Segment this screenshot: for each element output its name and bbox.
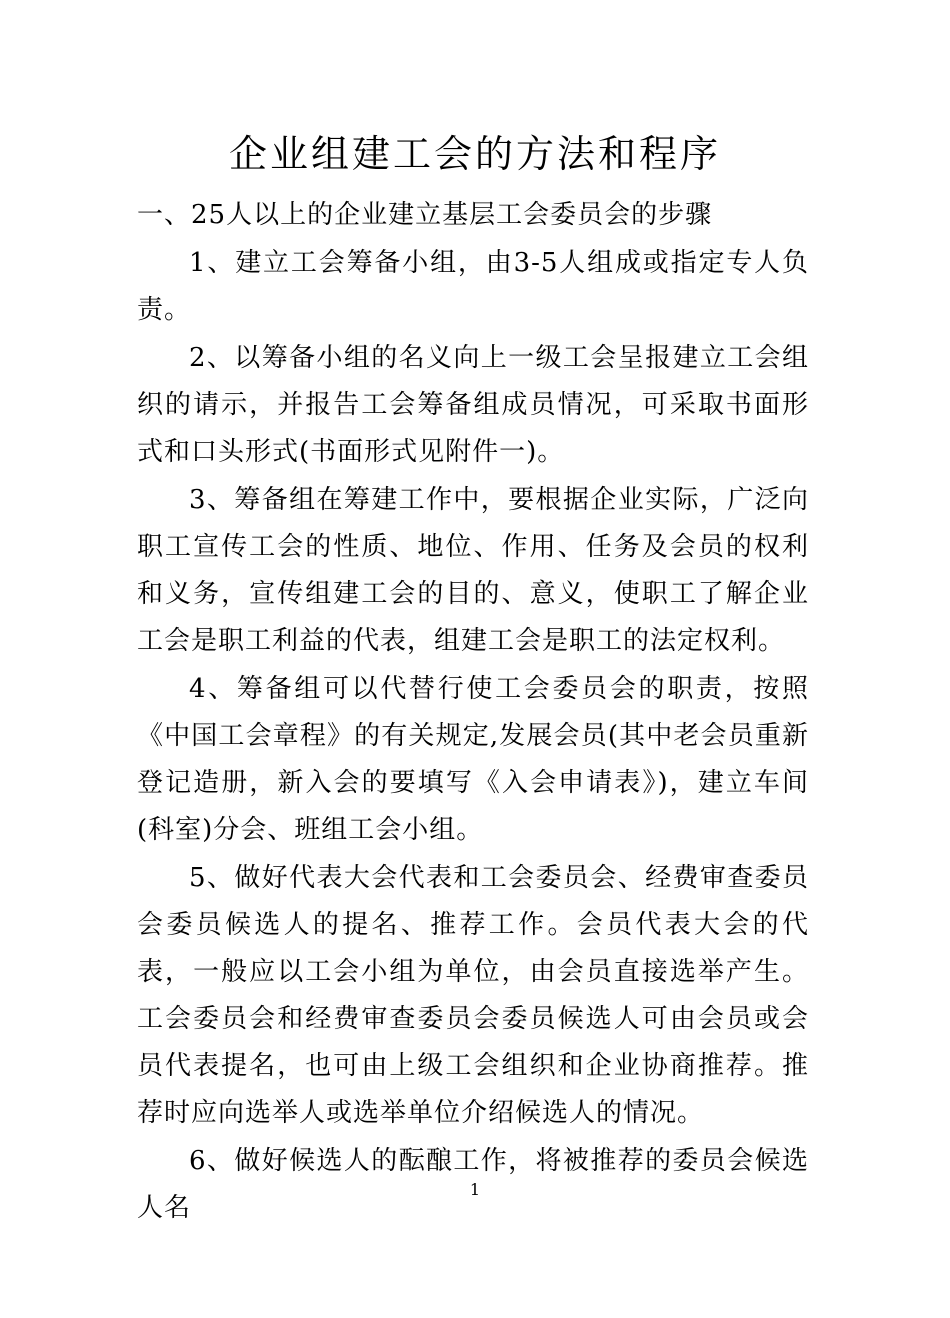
document-title: 企业组建工会的方法和程序 (228, 132, 721, 176)
paragraph-step-6: 6、做好候选人的酝酿工作，将被推荐的委员会候选人名 (137, 1146, 809, 1223)
paragraph-step-2: 2、以筹备小组的名义向上一级工会呈报建立工会组织的请示，并报告工会筹备组成员情况，可采取书面形式和口头形式(书面形式见附件一)。 (137, 343, 809, 467)
section-heading: 一、25人以上的企业建立基层工会委员会的步骤 (137, 200, 713, 230)
paragraph-step-1: 1、建立工会筹备小组，由3-5人组成或指定专人负责。 (137, 248, 809, 325)
paragraph-step-5: 5、做好代表大会代表和工会委员会、经费审查委员会委员候选人的提名、推荐工作。会员代表大会的代表，一般应以工会小组为单位，由会员直接选举产生。工会委员会和经费审查委员会委员候选人可由会员或会员代表提名，也可由上级工会组织和企业协商推荐。推荐时应向选举人或选举单位介绍候选人的情况。 (137, 863, 809, 1128)
document-body (137, 192, 809, 1233)
page-number: 1 (469, 1180, 481, 1199)
paragraph-step-4: 4、筹备组可以代替行使工会委员会的职责，按照《中国工会章程》的有关规定,发展会员(其中老会员重新登记造册，新入会的要填写《入会申请表》)，建立车间(科室)分会、班组工会小组。 (137, 674, 809, 845)
paragraph-step-3: 3、筹备组在筹建工作中，要根据企业实际，广泛向职工宣传工会的性质、地位、作用、任务及会员的权利和义务，宣传组建工会的目的、意义，使职工了解企业工会是职工利益的代表，组建工会是职工的法定权利。 (137, 485, 809, 656)
